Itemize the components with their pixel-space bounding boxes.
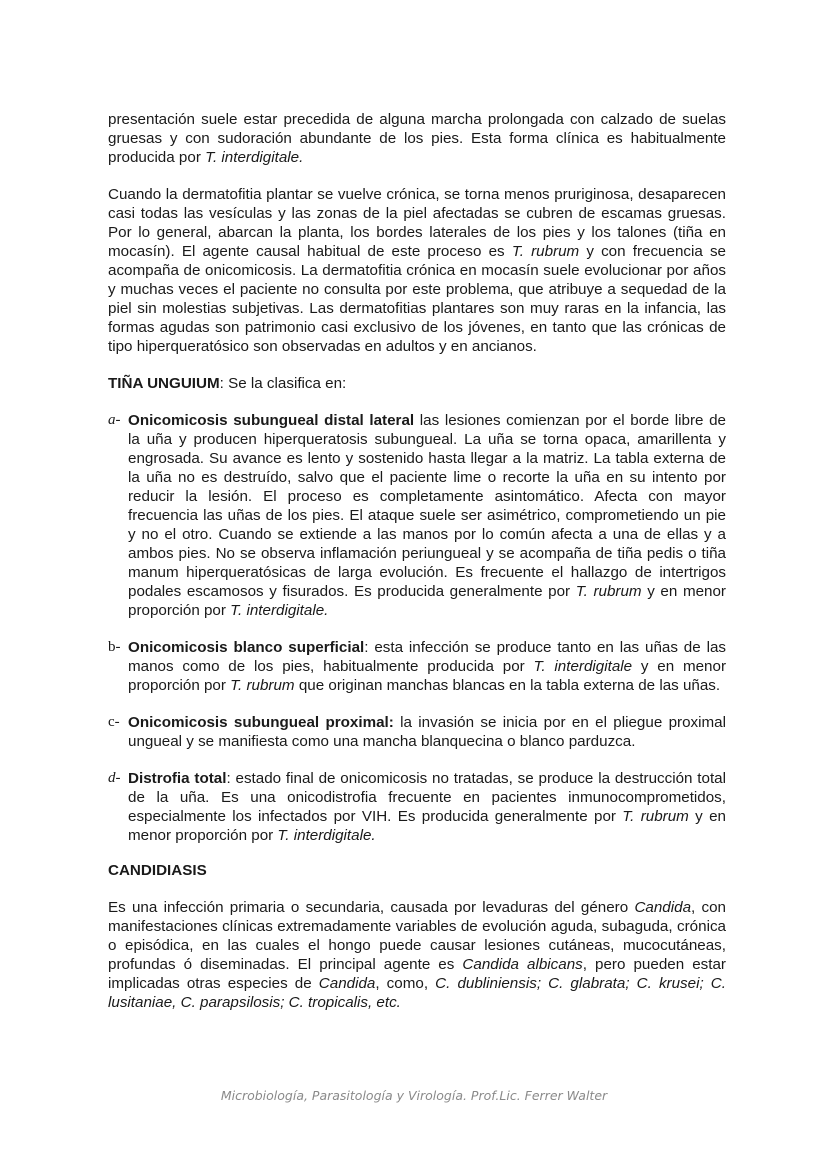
text-run: que originan manchas blancas en la tabla externa de las uñas. [294,677,721,694]
item-title: Distrofia total [128,770,227,787]
species-name: T. rubrum [575,583,642,600]
text-run: presentación suele estar precedida de alguna marcha prolongada con calzado de suelas gruesas y con sudoración abundante de los pies. Esta forma clínica es habitualmente producida por [108,111,726,166]
list-marker: d- [108,770,121,786]
item-title: Onicomicosis blanco superficial [128,639,365,656]
text-run: y en menor proporción por [128,583,726,619]
paragraph-foot-intro [108,110,726,167]
species-name: T. interdigitale. [277,827,376,844]
list-marker: b- [108,639,121,655]
text-run: la invasión se inicia por en el pliegue proximal ungueal y se manifiesta como una mancha blanquecina o blanco parduzca. [128,714,726,750]
paragraph-chronic-dermatophytosis [108,185,726,356]
species-list: C. dubliniensis; C. glabrata; C. krusei; C. lusitaniae, C. parapsilosis; C. tropicalis, etc. [108,975,726,1011]
text-run: las lesiones comienzan por el borde libre de la uña y producen hiperqueratosis subungueal. La uña se torna opaca, amarillenta y engrosada. Su avance es lento y sostenido hasta llegar a la matriz. La tabla externa de la uña no es destruído, salvo que el paciente lime o recorte la uña en su intento por reducir la lesión. El proceso es completamente asintomático. Afecta con mayor frecuencia las uñas de los pies. El ataque suele ser asimétrico, comprometiendo un pie y no el otro. Cuando se extiende a las manos por lo común afecta a una de ellas y a ambos pies. No se observa inflamación periungueal y se acompaña de tiña pedis o tiña manum hiperqueratósicas de larga evolución. Es frecuente el hallazgo de intertrigos podales escamosos y fisurados. Es producida generalmente por [128,412,727,600]
item-title: Onicomicosis subungueal proximal: [128,714,394,731]
species-name: T. interdigitale. [230,602,329,619]
species-name: T. interdigitale. [205,149,304,166]
tinea-unguium-heading [108,374,726,393]
genus-name: Candida [634,899,692,916]
list-item-a [108,411,726,620]
text-run: , como, [375,975,436,992]
text-run: : esta infección se produce tanto en las uñas de las manos como de los pies, habitualmente producida por [128,639,726,675]
page-footer: Microbiología, Parasitología y Virología. Prof.Lic. Ferrer Walter [220,1088,608,1103]
list-item-c [108,713,726,751]
list-item-d [108,769,726,845]
item-title: Onicomicosis subungueal distal lateral [128,412,415,429]
text-run: Es una infección primaria o secundaria, causada por levaduras del género [108,899,635,916]
list-marker: c- [108,714,120,730]
genus-name: Candida [318,975,376,992]
text-run: y en menor proporción por [128,808,726,844]
text-run: , pero pueden estar implicadas otras especies de [108,956,726,992]
text-run: Cuando la dermatofitia plantar se vuelve crónica, se torna menos pruriginosa, desaparecen casi todas las vesículas y las zonas de la piel afectadas se cubren de escamas gruesas. Por lo general, abarcan la planta, los bordes laterales de los pies y los talones (tiña en mocasín). El agente causal habitual de este proceso es [108,186,726,260]
text-run: y en menor proporción por [128,658,727,694]
list-marker: a- [108,412,121,428]
page-body [108,110,726,1012]
species-name: T. rubrum [622,808,689,825]
species-name: T. rubrum [511,243,580,260]
section-title: TIÑA UNGUIUM [108,375,220,392]
paragraph-candidiasis [108,898,726,1012]
text-run: : Se la clasifica en: [219,375,347,392]
species-name: Candida albicans [462,956,583,973]
text-run: : estado final de onicomicosis no tratadas, se produce la destrucción total de la uña. Es una onicodistrofia frecuente en pacientes inmunocomprometidos, especialmente los infectados por VIH. Es producida generalmente por [128,770,727,825]
text-run: y con frecuencia se acompaña de onicomicosis. La dermatofitia crónica en mocasín suele evolucionar por años y muchas veces el paciente no consulta por este problema, que atribuye a sequedad de la piel sin molestias subjetivas. Las dermatofitias plantares son muy raras en la infancia, las formas agudas son patrimonio casi exclusivo de los jóvenes, en tanto que las crónicas de tipo hiperqueratósico son observadas en adultos y en ancianos. [108,243,726,355]
species-name: T. interdigitale [533,658,633,675]
candidiasis-heading: CANDIDIASIS [108,862,207,879]
list-item-b [108,638,726,695]
species-name: T. rubrum [230,677,295,694]
text-run: , con manifestaciones clínicas extremadamente variables de evolución aguda, subaguda, crónica o episódica, en las cuales el hongo puede causar lesiones cutáneas, mucocutáneas, profundas ó diseminadas. El principal agente es [108,899,726,973]
